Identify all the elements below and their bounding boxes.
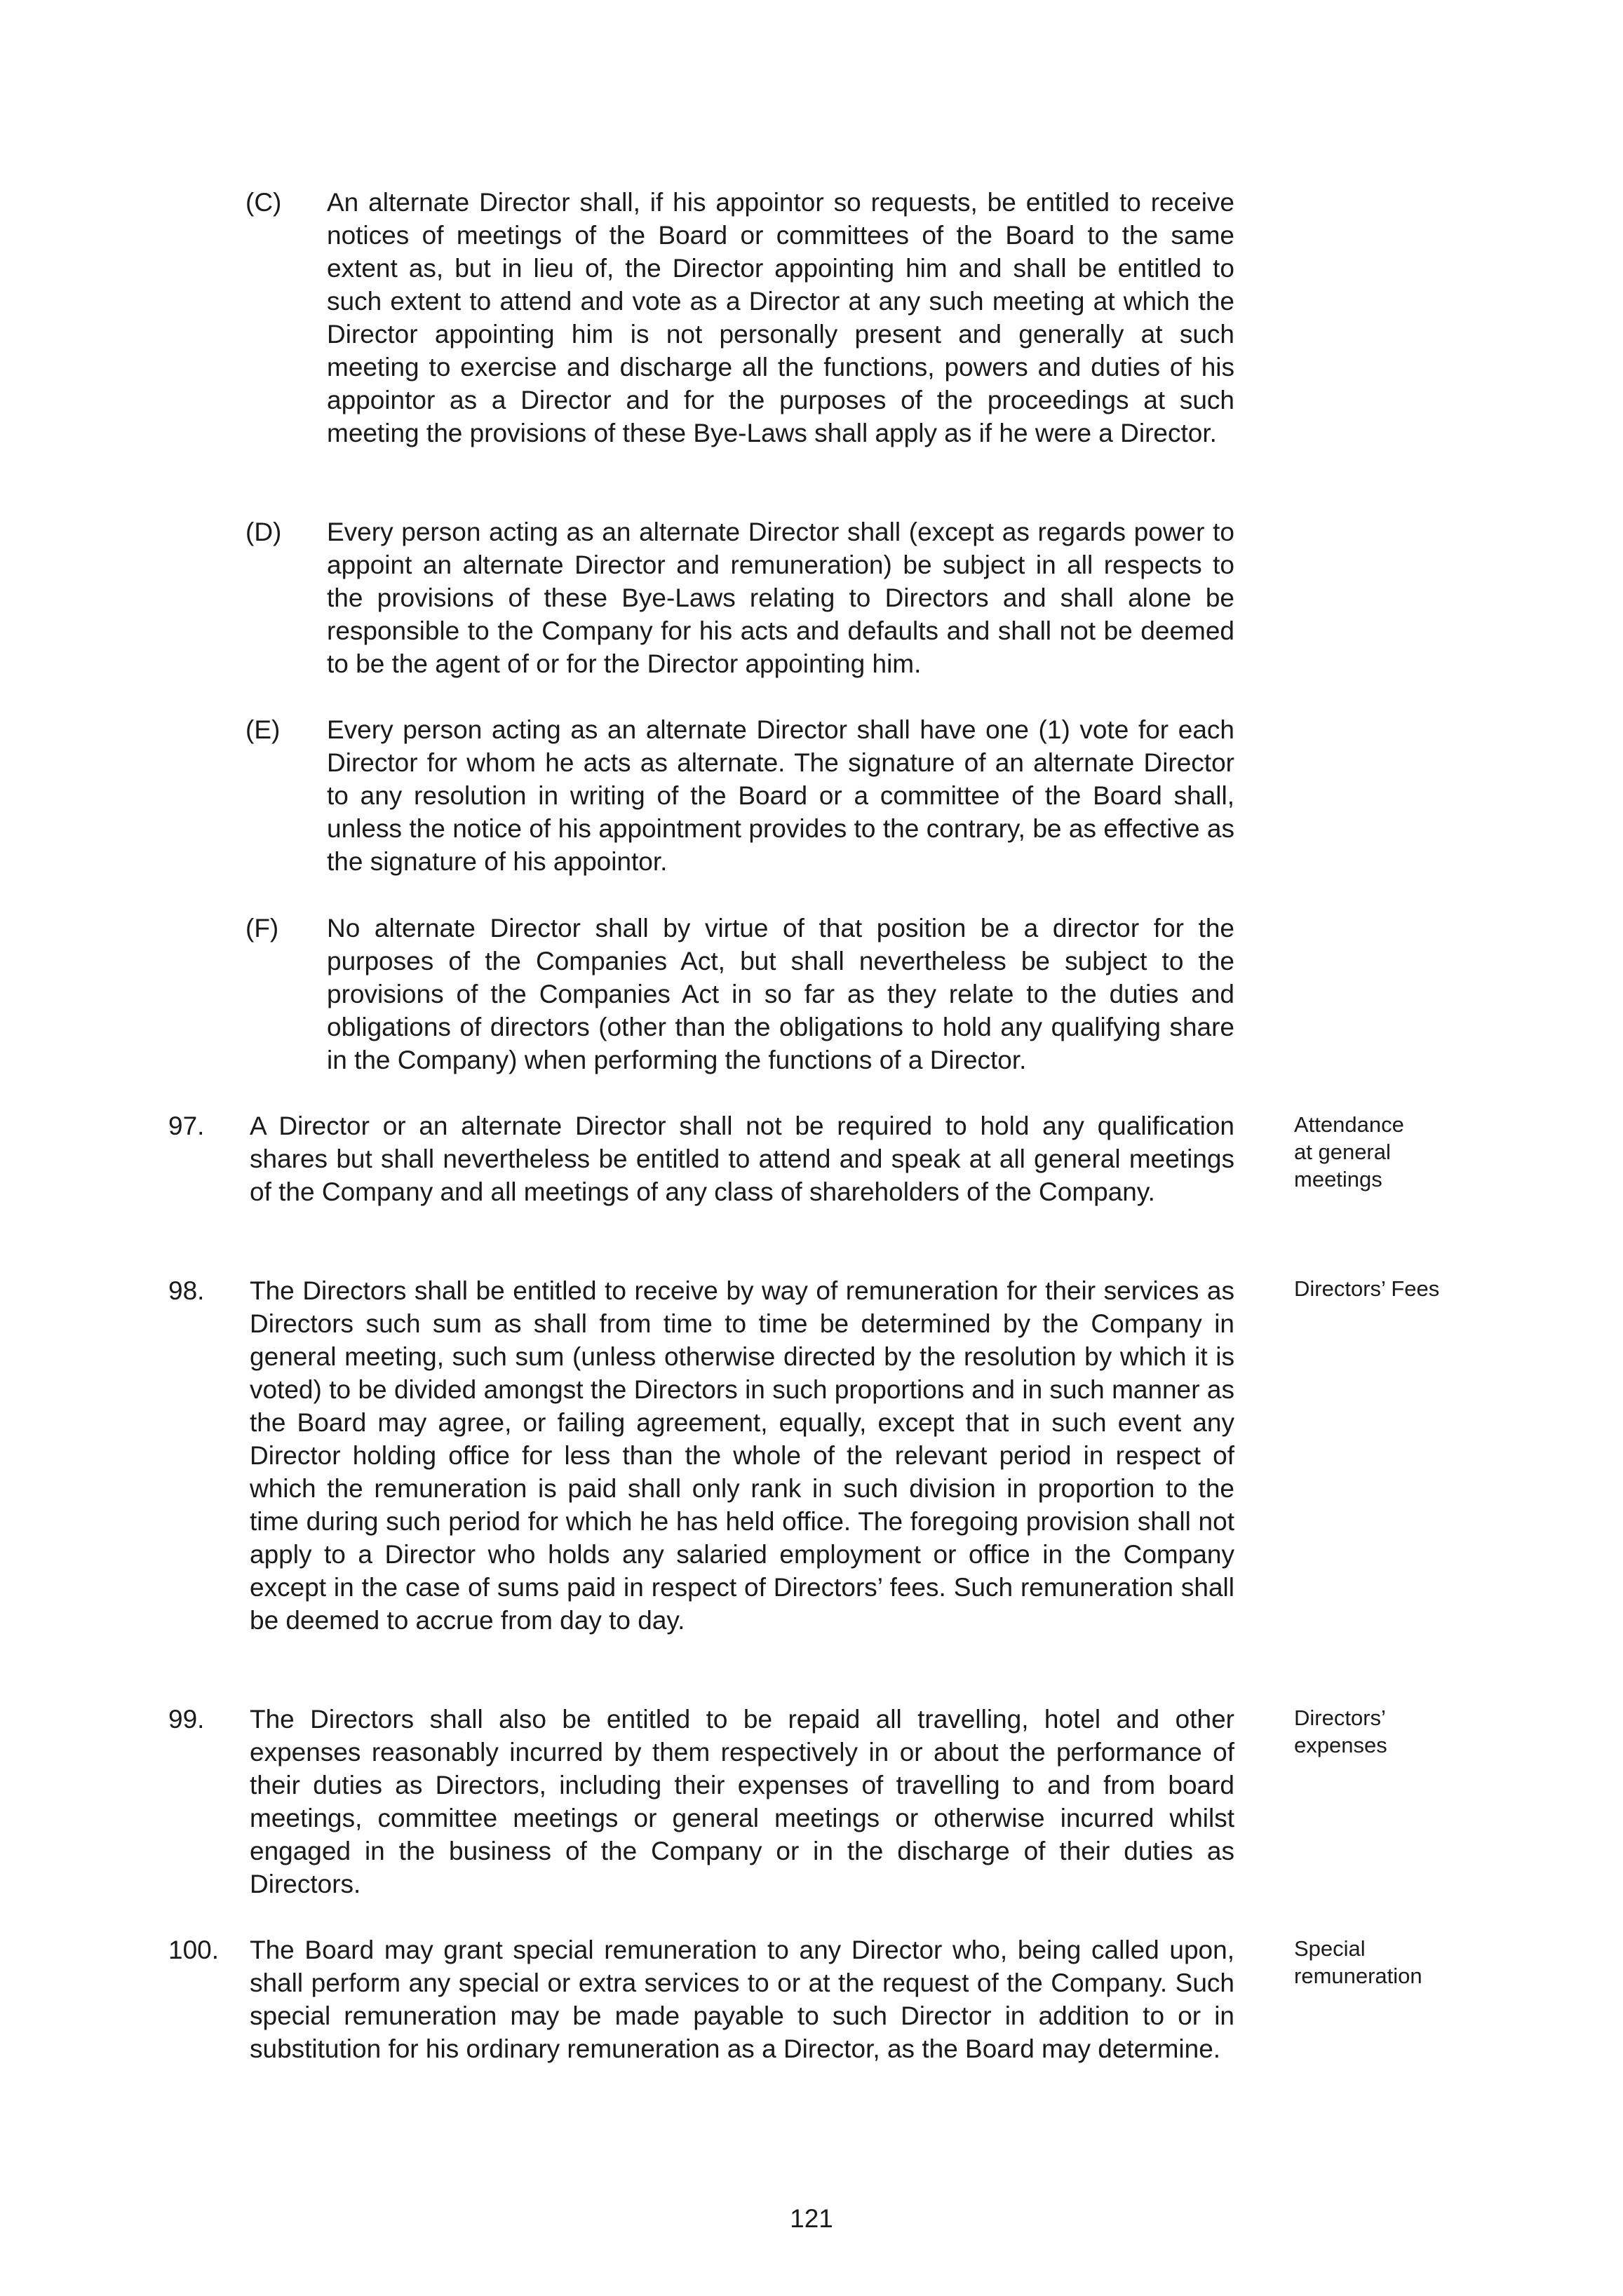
margin-note-attendance [1294, 1111, 1504, 1193]
article-number: 100. [168, 1936, 220, 1964]
margin-note-line: Directors’ [1294, 1706, 1386, 1730]
margin-note-line: expenses [1294, 1733, 1387, 1757]
article-number: 99. [168, 1705, 205, 1734]
article-text: The Directors shall be entitled to receive by way of remuneration for their services as Directors such sum as shall from time to time be determined by the Company in general meeting, such sum (unless otherwise directed by the resolution by which it is voted) to be divided amongst the Directors in such proportions and in such manner as the Board may agree, or failing agreement, equally, except that in such event any Director holding office for less than the whole of the relevant period in respect of which the remuneration is paid shall only rank in such division in proportion to the time during such period for which he has held office. The foregoing provision shall not apply to a Director who holds any salaried employment or office in the Company except in the case of sums paid in respect of Directors’ fees. Such remuneration shall be deemed to accrue from day to day. [250, 1276, 1234, 1635]
subparagraph-text: Every person acting as an alternate Director shall (except as regards power to appoint an alternate Director and remuneration) be subject in all respects to the provisions of these Bye-Laws relating to Directors and shall alone be responsible to the Company for his acts and defaults and shall not be deemed to be the agent of or for the Director appointing him. [327, 518, 1234, 678]
margin-note-line: at general [1294, 1140, 1391, 1164]
article-100 [168, 1933, 1234, 2065]
subparagraph-e [245, 713, 1234, 878]
subparagraph-label: (F) [245, 914, 279, 943]
subparagraph-text: Every person acting as an alternate Director shall have one (1) vote for each Director for whom he acts as alternate. The signature of an alternate Director to any resolution in writing of the Board or a committee of the Board shall, unless the notice of his appointment provides to the contrary, be as effective as the signature of his appointor. [327, 715, 1234, 876]
article-98 [168, 1274, 1234, 1637]
margin-note-line: Attendance [1294, 1112, 1404, 1137]
article-99 [168, 1703, 1234, 1900]
article-97 [168, 1109, 1234, 1208]
article-text: The Board may grant special remuneration to any Director who, being called upon, shall perform any special or extra services to or at the request of the Company. Such special remuneration may be made payable to such Director in addition to or in substitution for his ordinary remuneration as a Director, as the Board may determine. [250, 1936, 1234, 2063]
article-number: 97. [168, 1112, 205, 1140]
margin-note-special [1294, 1935, 1504, 1990]
article-number: 98. [168, 1276, 205, 1305]
margin-note-expenses [1294, 1704, 1504, 1759]
margin-note-line: meetings [1294, 1167, 1382, 1191]
subparagraph-d [245, 515, 1234, 680]
subparagraph-text: No alternate Director shall by virtue of that position be a director for the purposes of the Companies Act, but shall nevertheless be subject to the provisions of the Companies Act in so far as they relate to the duties and obligations of directors (other than the obligations to hold any qualifying share in the Company) when performing the functions of a Director. [327, 914, 1234, 1074]
subparagraph-label: (C) [245, 188, 282, 217]
subparagraph-text: An alternate Director shall, if his appointor so requests, be entitled to receive notices of meetings of the Board or committees of the Board to the same extent as, but in lieu of, the Director appointing him and shall be entitled to such extent to attend and vote as a Director at any such meeting at which the Director appointing him is not personally present and generally at such meeting to exercise and discharge all the functions, powers and duties of his appointor as a Director and for the purposes of the proceedings at such meeting the provisions of these Bye-Laws shall apply as if he were a Director. [327, 188, 1234, 447]
article-text: A Director or an alternate Director shall not be required to hold any qualification shares but shall nevertheless be entitled to attend and speak at all general meetings of the Company and all meetings of any class of shareholders of the Company. [250, 1112, 1234, 1206]
margin-note-line: Special [1294, 1936, 1366, 1961]
subparagraph-f [245, 912, 1234, 1076]
article-text: The Directors shall also be entitled to be repaid all travelling, hotel and other expenses reasonably incurred by them respectively in or about the performance of their duties as Directors, including their expenses of travelling to and from board meetings, committee meetings or general meetings or otherwise incurred whilst engaged in the business of the Company or in the discharge of their duties as Directors. [250, 1705, 1234, 1898]
margin-note-line: Directors’ Fees [1294, 1276, 1440, 1301]
subparagraph-label: (D) [245, 518, 282, 546]
subparagraph-c [245, 186, 1234, 450]
margin-note-fees [1294, 1275, 1504, 1302]
subparagraph-label: (E) [245, 715, 281, 744]
margin-note-line: remuneration [1294, 1964, 1422, 1988]
page-number: 121 [790, 2204, 833, 2233]
